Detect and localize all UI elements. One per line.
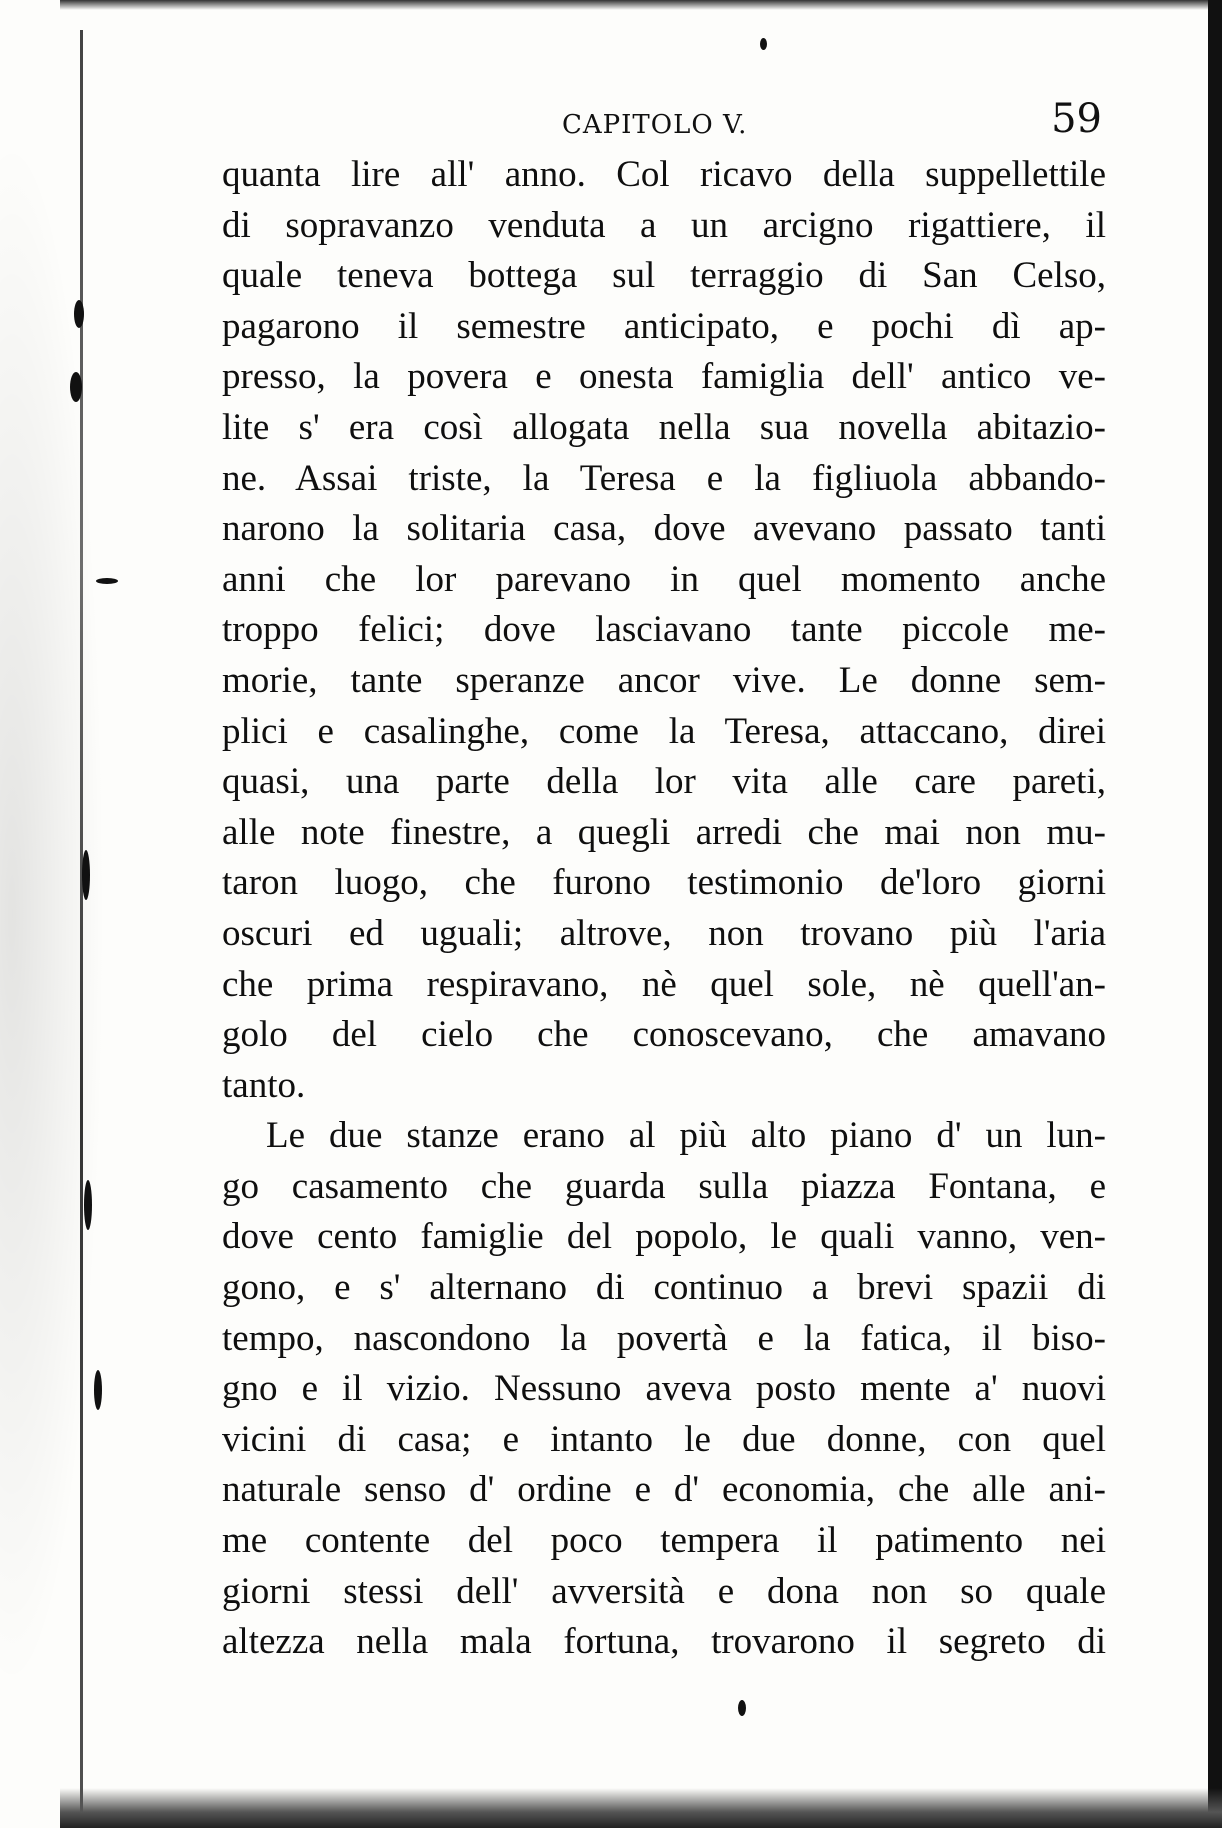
paragraph-1 bbox=[222, 150, 1106, 1111]
text-line: lite s' era così allogata nella sua novella abitazio- bbox=[222, 406, 1106, 448]
text-line: giorni stessi dell' avversità e dona non so quale bbox=[222, 1570, 1106, 1612]
text-line: plici e casalinghe, come la Teresa, attaccano, direi bbox=[222, 710, 1106, 752]
text-line: dove cento famiglie del popolo, le quali vanno, ven- bbox=[222, 1216, 1106, 1258]
text-line: pagarono il semestre anticipato, e pochi dì ap- bbox=[222, 305, 1106, 347]
text-line: alle note finestre, a quegli arredi che mai non mu- bbox=[222, 811, 1106, 853]
text-line: narono la solitaria casa, dove avevano passato tanti bbox=[222, 508, 1106, 550]
text-line: morie, tante speranze ancor vive. Le donne sem- bbox=[222, 659, 1106, 701]
scan-speck bbox=[760, 38, 767, 50]
text-line: presso, la povera e onesta famiglia dell' antico ve- bbox=[222, 356, 1106, 398]
text-line: tanto. bbox=[222, 1064, 306, 1106]
text-line: altezza nella mala fortuna, trovarono il segreto di bbox=[222, 1621, 1106, 1663]
text-line: taron luogo, che furono testimonio de'loro giorni bbox=[222, 862, 1106, 904]
page-number: 59 bbox=[1051, 96, 1102, 142]
text-line: che prima respiravano, nè quel sole, nè quell'an- bbox=[222, 963, 1106, 1005]
page-header bbox=[222, 96, 1102, 146]
bottom-page-edge bbox=[60, 1788, 1222, 1828]
text-line: tempo, nascondono la povertà e la fatica, il biso- bbox=[222, 1317, 1106, 1359]
text-line: gno e il vizio. Nessuno aveva posto mente a' nuovi bbox=[222, 1368, 1106, 1410]
scan-speck bbox=[70, 372, 82, 402]
page-gutter-shadow bbox=[0, 0, 120, 1828]
text-line: ne. Assai triste, la Teresa e la figliuola abbando- bbox=[222, 457, 1106, 499]
scan-speck bbox=[94, 1370, 102, 1410]
running-head: CAPITOLO V. bbox=[562, 110, 748, 140]
right-page-edge bbox=[1208, 0, 1222, 1828]
paragraph-2 bbox=[222, 1111, 1106, 1668]
text-line: quanta lire all' anno. Col ricavo della suppellettile bbox=[222, 154, 1106, 195]
text-line: naturale senso d' ordine e d' economia, che alle ani- bbox=[222, 1469, 1106, 1511]
text-line: vicini di casa; e intanto le due donne, con quel bbox=[222, 1418, 1106, 1460]
text-line: go casamento che guarda sulla piazza Fontana, e bbox=[222, 1165, 1106, 1207]
text-line: quale teneva bottega sul terraggio di San Celso, bbox=[222, 255, 1106, 297]
body-text bbox=[222, 150, 1106, 1668]
text-line: me contente del poco tempera il patimento nei bbox=[222, 1520, 1106, 1562]
scan-speck bbox=[74, 300, 84, 328]
text-line: golo del cielo che conoscevano, che amavano bbox=[222, 1014, 1106, 1056]
binding-edge bbox=[80, 30, 83, 1820]
text-line: gono, e s' alternano di continuo a brevi spazii di bbox=[222, 1267, 1106, 1309]
scan-speck bbox=[738, 1700, 746, 1716]
scan-speck bbox=[96, 578, 118, 584]
text-line: anni che lor parevano in quel momento anche bbox=[222, 558, 1106, 600]
text-line: troppo felici; dove lasciavano tante piccole me- bbox=[222, 609, 1106, 651]
text-line: quasi, una parte della lor vita alle care pareti, bbox=[222, 761, 1106, 803]
scan-speck bbox=[82, 850, 90, 900]
top-page-edge bbox=[60, 0, 1222, 10]
text-line: oscuri ed uguali; altrove, non trovano più l'aria bbox=[222, 912, 1106, 954]
text-line: Le due stanze erano al più alto piano d' un lun- bbox=[266, 1115, 1106, 1157]
scan-speck bbox=[84, 1180, 92, 1230]
text-line: di sopravanzo venduta a un arcigno rigattiere, il bbox=[222, 204, 1106, 246]
